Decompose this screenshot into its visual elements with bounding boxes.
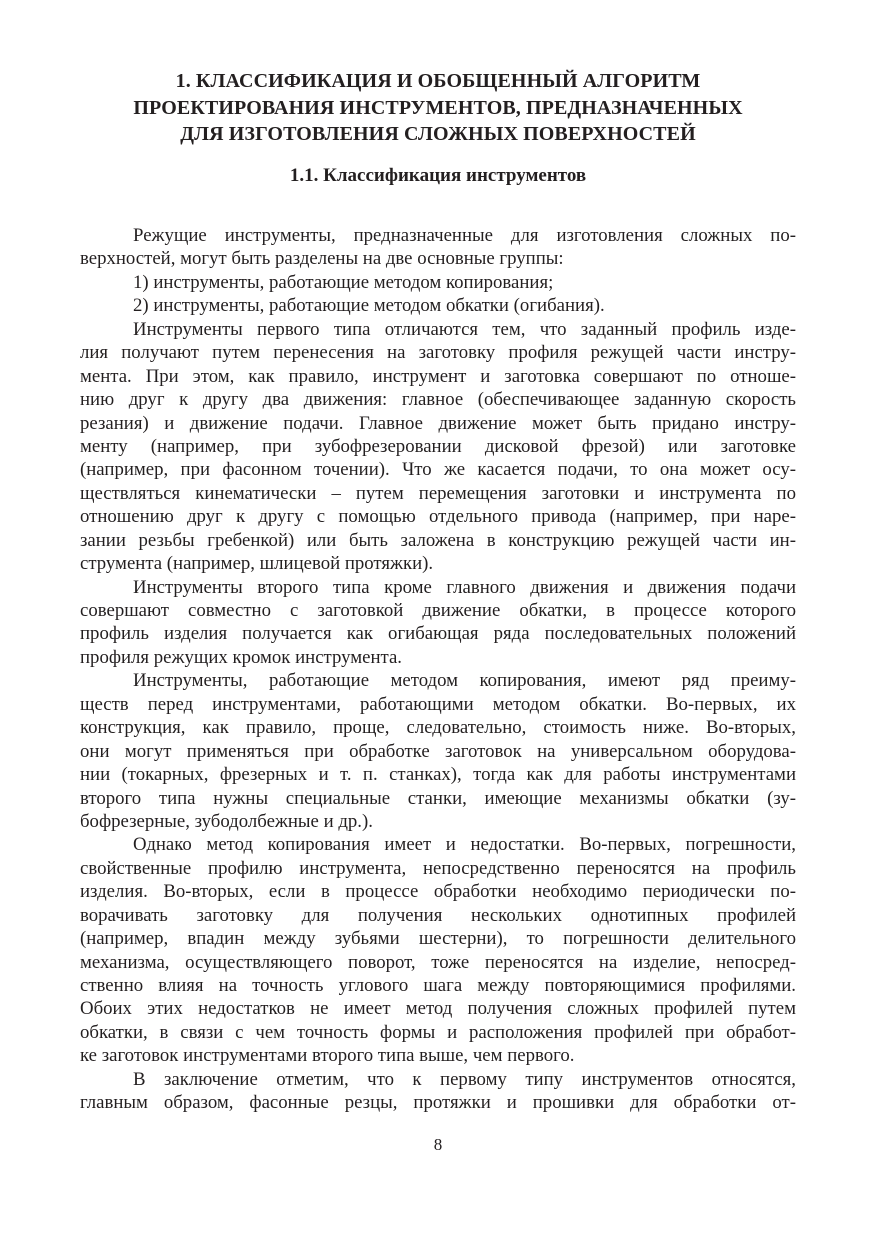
text-line: (например, при фасонном точении). Что же касается подачи, то она может осу- [80,459,796,481]
text-line: обкатки, в связи с чем точность формы и расположения профилей при обработ- [80,1021,796,1043]
text-line: нии (токарных, фрезерных и т. п. станках), тогда как для работы инструментами [80,764,796,786]
text-line: мента. При этом, как правило, инструмент и заготовка совершают по отноше- [80,365,796,387]
text-line: струмента (например, шлицевой протяжки). [80,553,434,575]
chapter-title-line: ДЛЯ ИЗГОТОВЛЕНИЯ СЛОЖНЫХ ПОВЕРХНОСТЕЙ [180,123,696,145]
text-line: Инструменты второго типа кроме главного движения и движения подачи [133,576,796,598]
text-line: В заключение отметим, что к первому типу инструментов относятся, [133,1068,796,1090]
text-line: конструкция, как правило, проще, следовательно, стоимость ниже. Во-вторых, [80,717,796,739]
text-line: Инструменты первого типа отличаются тем, что заданный профиль изде- [133,318,796,340]
chapter-title-line: 1. КЛАССИФИКАЦИЯ И ОБОБЩЕННЫЙ АЛГОРИТМ [175,70,701,92]
body-text [80,224,796,1115]
text-line: нию друг к другу два движения: главное (обеспечивающее заданную скорость [80,389,796,411]
text-line: бофрезерные, зубодолбежные и др.). [80,810,373,832]
text-line: механизма, осуществляющего поворот, тоже переносятся на изделие, непосред- [80,951,796,973]
list-item: 1) инструменты, работающие методом копирования; [133,271,554,293]
text-line: свойственные профилю инструмента, непосредственно переносятся на профиль [80,857,796,879]
section-title: 1.1. Классификация инструментов [289,165,587,186]
text-line: профиля режущих кромок инструмента. [80,646,402,668]
page-number: 8 [433,1135,443,1154]
text-line: отношению друг к другу с помощью отдельного привода (например, при наре- [80,506,796,528]
text-line: верхностей, могут быть разделены на две основные группы: [80,248,564,270]
text-line: ворачивать заготовку для получения нескольких однотипных профилей [80,904,796,926]
text-line: (например, впадин между зубьями шестерни), то погрешности делительного [80,928,796,950]
text-line: Режущие инструменты, предназначенные для изготовления сложных по- [133,225,796,246]
chapter-title [80,68,796,148]
text-line: ке заготовок инструментами второго типа выше, чем первого. [80,1045,575,1067]
text-line: ственно влияя на точность углового шага между повторяющимися профилями. [80,975,796,996]
text-line: зании резьбы гребенкой) или быть заложена в конструкцию режущей части ин- [80,529,796,551]
text-line: Инструменты, работающие методом копирования, имеют ряд преиму- [133,670,796,692]
text-line: изделия. Во-вторых, если в процессе обработки необходимо периодически по- [80,881,796,903]
text-line: главным образом, фасонные резцы, протяжки и прошивки для обработки от- [80,1092,796,1114]
text-line: они могут применяться при обработке заготовок на универсальном оборудова- [80,740,796,762]
text-line: профиль изделия получается как огибающая ряда последовательных положений [80,623,796,645]
text-line: совершают совместно с заготовкой движение обкатки, в процессе которого [80,600,796,621]
text-line: ществ перед инструментами, работающими методом обкатки. Во-первых, их [80,693,796,715]
text-line: лия получают путем перенесения на заготовку профиля режущей части инстру- [80,342,796,364]
text-line: ществляться кинематически – путем перемещения заготовки и инструмента по [80,482,796,504]
chapter-title-line: ПРОЕКТИРОВАНИЯ ИНСТРУМЕНТОВ, ПРЕДНАЗНАЧЕННЫХ [133,96,743,119]
text-line: резания) и движение подачи. Главное движение может быть придано инстру- [80,412,796,434]
text-line: Обоих этих недостатков не имеет метод получения сложных профилей путем [80,998,796,1020]
text-line: менту (например, при зубофрезеровании дисковой фрезой) или заготовке [80,435,796,457]
list-item: 2) инструменты, работающие методом обкатки (огибания). [133,295,605,317]
text-line: Однако метод копирования имеет и недостатки. Во-первых, погрешности, [133,834,796,856]
text-line: второго типа нужны специальные станки, имеющие механизмы обкатки (зу- [80,787,796,809]
